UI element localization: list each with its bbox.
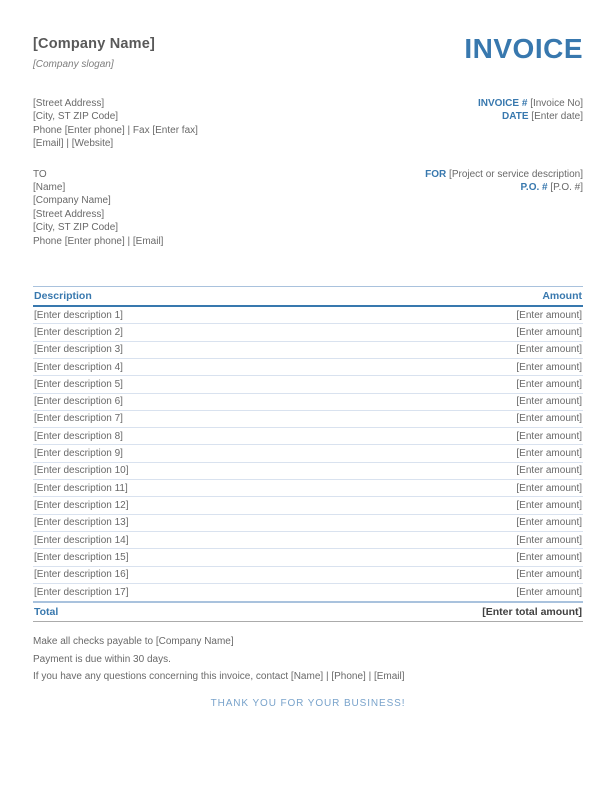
row-amount[interactable]: [Enter amount] bbox=[516, 465, 582, 477]
thank-you-message: THANK YOU FOR YOUR BUSINESS! bbox=[210, 697, 406, 709]
company-address bbox=[33, 97, 198, 151]
table-row bbox=[33, 394, 583, 411]
row-amount[interactable]: [Enter amount] bbox=[516, 413, 582, 425]
row-description[interactable]: [Enter description 17] bbox=[34, 586, 129, 598]
footer-notes bbox=[33, 633, 583, 686]
row-description[interactable]: [Enter description 4] bbox=[34, 361, 123, 373]
table-row bbox=[33, 480, 583, 497]
company-city-zip[interactable]: [City, ST ZIP Code] bbox=[33, 111, 119, 123]
for-value[interactable]: [Project or service description] bbox=[449, 168, 583, 180]
row-description[interactable]: [Enter description 15] bbox=[34, 551, 129, 563]
table-row bbox=[33, 324, 583, 341]
row-description[interactable]: [Enter description 9] bbox=[34, 448, 123, 460]
row-amount[interactable]: [Enter amount] bbox=[516, 551, 582, 563]
table-row bbox=[33, 532, 583, 549]
header bbox=[33, 33, 583, 70]
table-row bbox=[33, 549, 583, 566]
company-slogan[interactable]: [Company slogan] bbox=[33, 59, 114, 70]
contact-line: If you have any questions concerning this invoice, contact [Name] | [Phone] | [Email] bbox=[33, 671, 405, 683]
row-description[interactable]: [Enter description 3] bbox=[34, 344, 123, 356]
invoice-title: INVOICE bbox=[464, 33, 583, 64]
checks-payable-line: Make all checks payable to [Company Name] bbox=[33, 636, 234, 648]
invoice-number-label: INVOICE # bbox=[477, 98, 528, 109]
company-street[interactable]: [Street Address] bbox=[33, 98, 105, 109]
row-amount[interactable]: [Enter amount] bbox=[516, 396, 582, 408]
table-row bbox=[33, 567, 583, 584]
row-amount[interactable]: [Enter amount] bbox=[516, 378, 582, 390]
row-amount[interactable]: [Enter amount] bbox=[516, 586, 582, 598]
row-description[interactable]: [Enter description 1] bbox=[34, 309, 123, 321]
table-row bbox=[33, 411, 583, 428]
for-label: FOR bbox=[425, 168, 447, 180]
row-amount[interactable]: [Enter amount] bbox=[516, 499, 582, 511]
table-row bbox=[33, 342, 583, 359]
row-amount[interactable]: [Enter amount] bbox=[516, 361, 582, 373]
table-header bbox=[33, 286, 583, 307]
row-amount[interactable]: [Enter amount] bbox=[516, 482, 582, 494]
row-description[interactable]: [Enter description 5] bbox=[34, 378, 123, 390]
table-row bbox=[33, 359, 583, 376]
company-phone-fax[interactable]: Phone [Enter phone] | Fax [Enter fax] bbox=[33, 124, 198, 136]
table-row bbox=[33, 376, 583, 393]
invoice-meta bbox=[478, 97, 583, 124]
company-email-website[interactable]: [Email] | [Website] bbox=[33, 138, 114, 150]
for-line bbox=[425, 168, 583, 181]
items-table bbox=[33, 286, 583, 622]
row-amount[interactable]: [Enter amount] bbox=[516, 327, 582, 338]
project-meta bbox=[425, 168, 583, 195]
bill-to-name[interactable]: [Name] bbox=[33, 182, 66, 194]
company-name[interactable]: [Company Name] bbox=[33, 36, 156, 52]
row-description[interactable]: [Enter description 12] bbox=[34, 499, 129, 511]
bill-to-section bbox=[33, 168, 583, 248]
total-value[interactable]: [Enter total amount] bbox=[482, 606, 582, 619]
bill-to-city-zip[interactable]: [City, ST ZIP Code] bbox=[33, 222, 119, 234]
row-amount[interactable]: [Enter amount] bbox=[516, 430, 582, 442]
payment-terms-line: Payment is due within 30 days. bbox=[33, 653, 171, 665]
invoice-date-label: DATE bbox=[502, 111, 529, 123]
bill-to-heading: TO bbox=[33, 168, 47, 180]
row-description[interactable]: [Enter description 13] bbox=[34, 517, 129, 529]
row-amount[interactable]: [Enter amount] bbox=[516, 517, 582, 529]
table-row bbox=[33, 307, 583, 324]
row-description[interactable]: [Enter description 2] bbox=[34, 327, 123, 338]
table-row bbox=[33, 428, 583, 445]
po-line bbox=[425, 181, 583, 194]
table-row bbox=[33, 515, 583, 532]
column-header-description: Description bbox=[34, 290, 92, 303]
total-row bbox=[33, 601, 583, 622]
row-description[interactable]: [Enter description 10] bbox=[34, 465, 129, 477]
bill-to-company[interactable]: [Company Name] bbox=[33, 195, 111, 207]
invoice-number-value[interactable]: [Invoice No] bbox=[530, 98, 583, 109]
row-amount[interactable]: [Enter amount] bbox=[516, 448, 582, 460]
bill-to-phone-email[interactable]: Phone [Enter phone] | [Email] bbox=[33, 235, 164, 247]
column-header-amount: Amount bbox=[542, 290, 582, 303]
invoice-date-value[interactable]: [Enter date] bbox=[531, 111, 583, 123]
row-amount[interactable]: [Enter amount] bbox=[516, 569, 582, 581]
table-row bbox=[33, 463, 583, 480]
company-block bbox=[33, 36, 155, 70]
table-row bbox=[33, 497, 583, 514]
address-section bbox=[33, 97, 583, 151]
bill-to-block bbox=[33, 168, 163, 248]
table-row bbox=[33, 445, 583, 462]
table-row bbox=[33, 584, 583, 601]
row-description[interactable]: [Enter description 8] bbox=[34, 430, 123, 442]
invoice-rows bbox=[33, 307, 583, 601]
invoice-date-line bbox=[478, 110, 583, 123]
po-value[interactable]: [P.O. #] bbox=[550, 182, 583, 194]
row-description[interactable]: [Enter description 16] bbox=[34, 569, 129, 581]
bill-to-street[interactable]: [Street Address] bbox=[33, 208, 105, 220]
row-amount[interactable]: [Enter amount] bbox=[516, 534, 582, 546]
po-label: P.O. # bbox=[520, 182, 548, 194]
row-description[interactable]: [Enter description 11] bbox=[34, 482, 128, 494]
row-description[interactable]: [Enter description 14] bbox=[34, 534, 129, 546]
row-amount[interactable]: [Enter amount] bbox=[516, 344, 582, 356]
row-description[interactable]: [Enter description 7] bbox=[34, 413, 123, 425]
row-amount[interactable]: [Enter amount] bbox=[516, 309, 582, 321]
invoice-number-line bbox=[478, 97, 583, 110]
row-description[interactable]: [Enter description 6] bbox=[34, 396, 123, 408]
total-label: Total bbox=[34, 606, 59, 619]
